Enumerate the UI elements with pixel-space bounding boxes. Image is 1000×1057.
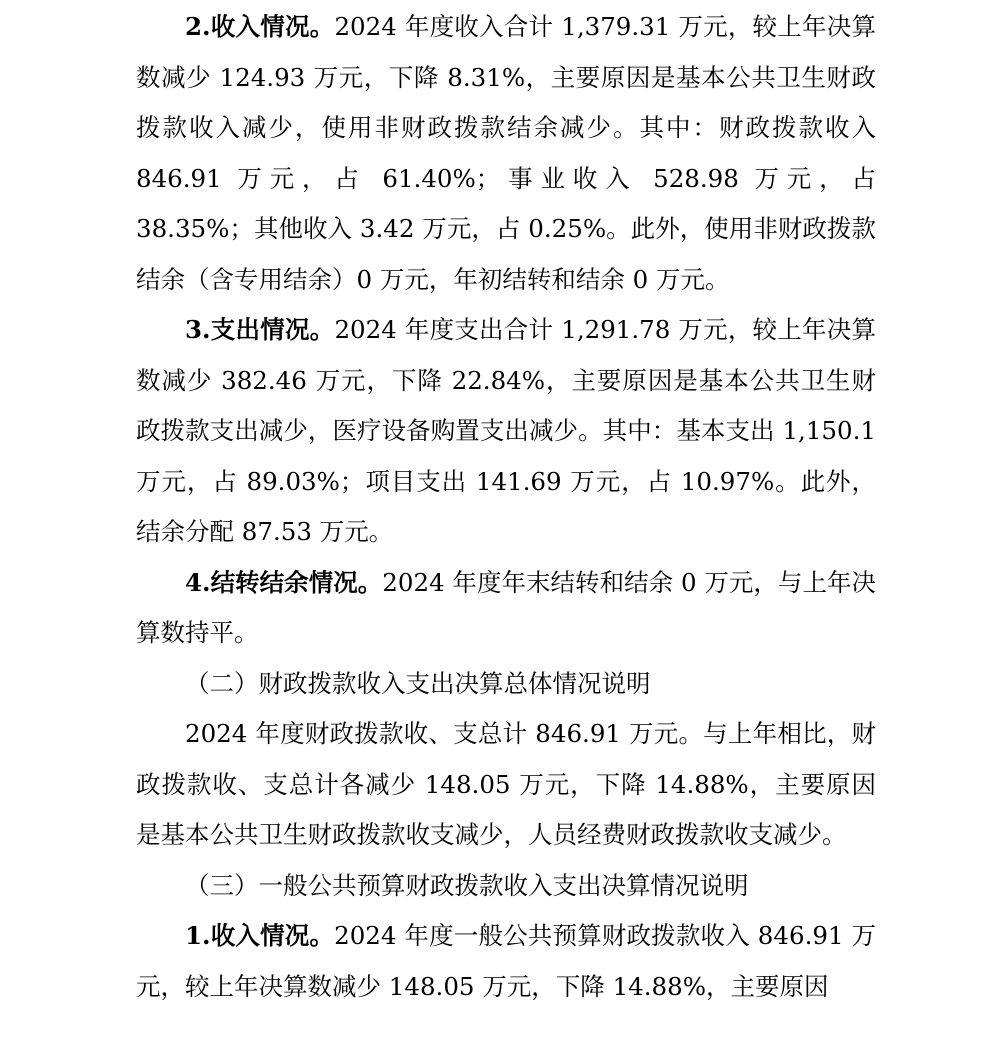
section-three-body: 2024 年度一般公共预算财政拨款收入 846.91 万元，较上年决算数减少 148.05 万元，下降 14.88%，主要原因	[136, 921, 876, 1001]
document-page	[136, 0, 876, 1012]
section-three-subheading: 1.收入情况。	[185, 921, 335, 950]
income-heading: 2.收入情况。	[185, 12, 335, 41]
section-two-paragraph: 2024 年度财政拨款收、支总计 846.91 万元。与上年相比，财政拨款收、支总计各减少 148.05 万元，下降 14.88%，主要原因是基本公共卫生财政拨款收支减少，人员经费财政拨款收支减少。	[136, 719, 876, 849]
income-body: 2024 年度收入合计 1,379.31 万元，较上年决算数减少 124.93 万元，下降 8.31%，主要原因是基本公共卫生财政拨款收入减少，使用非财政拨款结余减少。其中：财政拨款收入 846.91 万元，占 61.40%；事业收入 528.98 万元，占 38.35%；其他收入 3.42 万元，占 0.25%。此外，使用非财政拨款结余（含专用结余）0 万元，年初结转和结余 0 万元。	[136, 12, 876, 294]
expense-paragraph	[136, 305, 876, 558]
expense-heading: 3.支出情况。	[185, 315, 335, 344]
carryover-body: 2024 年度年末结转和结余 0 万元，与上年决算数持平。	[136, 567, 876, 647]
section-three-paragraph	[136, 911, 876, 1012]
carryover-heading: 4.结转结余情况。	[185, 567, 383, 597]
income-paragraph	[136, 2, 876, 305]
expense-body: 2024 年度支出合计 1,291.78 万元，较上年决算数减少 382.46 万元，下降 22.84%，主要原因是基本公共卫生财政拨款支出减少，医疗设备购置支出减少。其中：基本支出 1,150.1 万元，占 89.03%；项目支出 141.69 万元，占 10.97%。此外，结余分配 87.53 万元。	[136, 315, 876, 546]
section-two-title: （二）财政拨款收入支出决算总体情况说明	[185, 668, 651, 698]
carryover-paragraph	[136, 558, 876, 659]
section-three-title: （三）一般公共预算财政拨款收入支出决算情况说明	[185, 870, 749, 900]
